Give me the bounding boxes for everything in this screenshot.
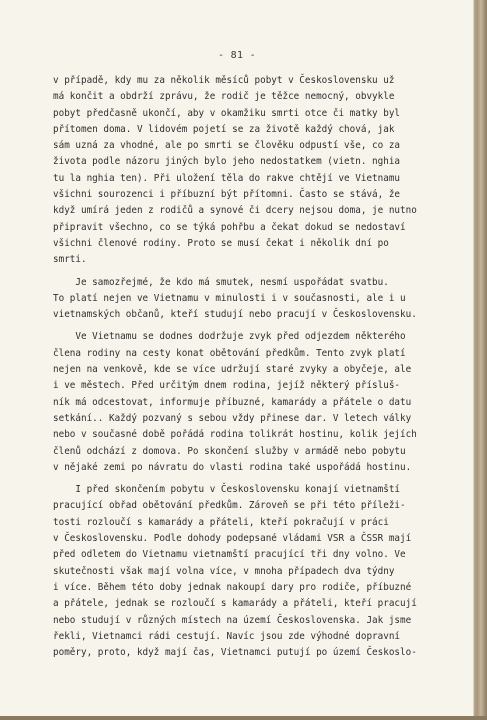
page-number: - 81 - (218, 50, 256, 61)
text-line: I před skončením pobytu v Československu konají vietnamští (53, 484, 401, 496)
text-line: života podle názoru jiných bylo jeho nedostatkem (vietn. nghia (53, 156, 401, 168)
paragraph-3 (53, 329, 448, 476)
text-line: v nějaké zemi po návratu do vlasti rodina také uspořádá hostinu. (53, 461, 412, 473)
text-line: a přátele, jednak se rozloučí s kamarády a přáteli, kteří pracují (53, 598, 417, 610)
text-line: To platí nejen ve Vietnamu v minulosti i v současnosti, ale i u (53, 292, 406, 304)
text-line: vietnamských občanů, kteří studují nebo pracují v Československu. (53, 309, 417, 321)
text-line: poměry, proto, když mají čas, Vietnamci putují po území Českoslo- (53, 647, 417, 659)
text-line: řekli, Vietnamci rádi cestují. Navíc jsou zde výhodné dopravní (53, 630, 401, 642)
text-line: člena rodiny na cesty konat obětování předkům. Tento zvyk platí (53, 347, 406, 359)
text-line: připravit všechno, co se týká pohřbu a čekat dokud se nedostaví (53, 221, 406, 233)
text-line: pracující obřad obětování předkům. Zároveň se při této příleži- (53, 500, 406, 512)
text-line: členů odchází z domova. Po skončení služby v armádě nebo pobytu (53, 445, 406, 457)
text-line: tosti rozloučí s kamarády a přáteli, kteří pokračují v práci (53, 516, 389, 528)
text-line: nebo v současné době pořádá rodina tolikrát hostinu, kolik jejích (53, 429, 417, 441)
text-line: má končit a obdrží zprávu, že rodič je těžce nemocný, obvykle (53, 91, 395, 103)
text-line: smrti. (53, 254, 87, 266)
text-line: přítomen doma. V lidovém pojetí se za životě každý chová, jak (53, 123, 395, 135)
text-line: nejen na venkově, kde se více udržují staré zvyky a obyčeje, ale (53, 364, 412, 376)
paragraph-4 (53, 482, 448, 661)
text-line: i ve městech. Před určitým dnem rodina, jejíž některý přísluš- (53, 380, 401, 392)
text-line: pobyt předčasně ukončí, aby v okamžiku smrti otce či matky byl (53, 107, 401, 119)
paragraph-2 (53, 275, 448, 324)
text-line: všichni členové rodiny. Proto se musí čekat i několik dní po (53, 237, 389, 249)
text-line: před odletem do Vietnamu vietnamští pracující tři dny volno. Ve (53, 549, 406, 561)
text-line: i více. Během této doby jednak nakoupí dary pro rodiče, příbuzné (53, 581, 412, 593)
paragraph-1 (53, 73, 448, 269)
text-line: v případě, kdy mu za několik měsíců pobyt v Československu už (53, 75, 395, 86)
book-edge (474, 0, 487, 720)
text-line: v Československu. Podle dohody podepsané vládami VSR a ČSSR mají (53, 533, 412, 545)
text-line: když umírá jeden z rodičů a synové či dcery nejsou doma, je nutno (53, 205, 417, 217)
text-line: Ve Vietnamu se dodnes dodržuje zvyk před odjezdem některého (53, 331, 406, 343)
text-line: ník má odcestovat, informuje příbuzné, kamarády a přátele o datu (53, 396, 412, 408)
text-line: všichni sourozenci i příbuzní být přítomni. Často se stává, že (53, 189, 401, 201)
scan-border (0, 716, 487, 720)
text-line: setkání.. Každý pozvaný s sebou vždy přinese dar. V letech války (53, 412, 412, 424)
text-line: tu la nghia ten). Při uložení těla do rakve chtějí ve Vietnamu (53, 172, 401, 184)
text-line: sám uzná za vhodné, ale po smrti se člověku odpustí vše, co za (53, 140, 401, 152)
text-line: Je samozřejmé, že kdo má smutek, nesmí uspořádat svatbu. (53, 276, 389, 288)
text-line: nebo studují v různých místech na území Československa. Jak jsme (53, 614, 412, 626)
body-text (53, 73, 448, 661)
text-line: skutečnosti však mají volna více, v mnoha případech dva týdny (53, 565, 395, 577)
